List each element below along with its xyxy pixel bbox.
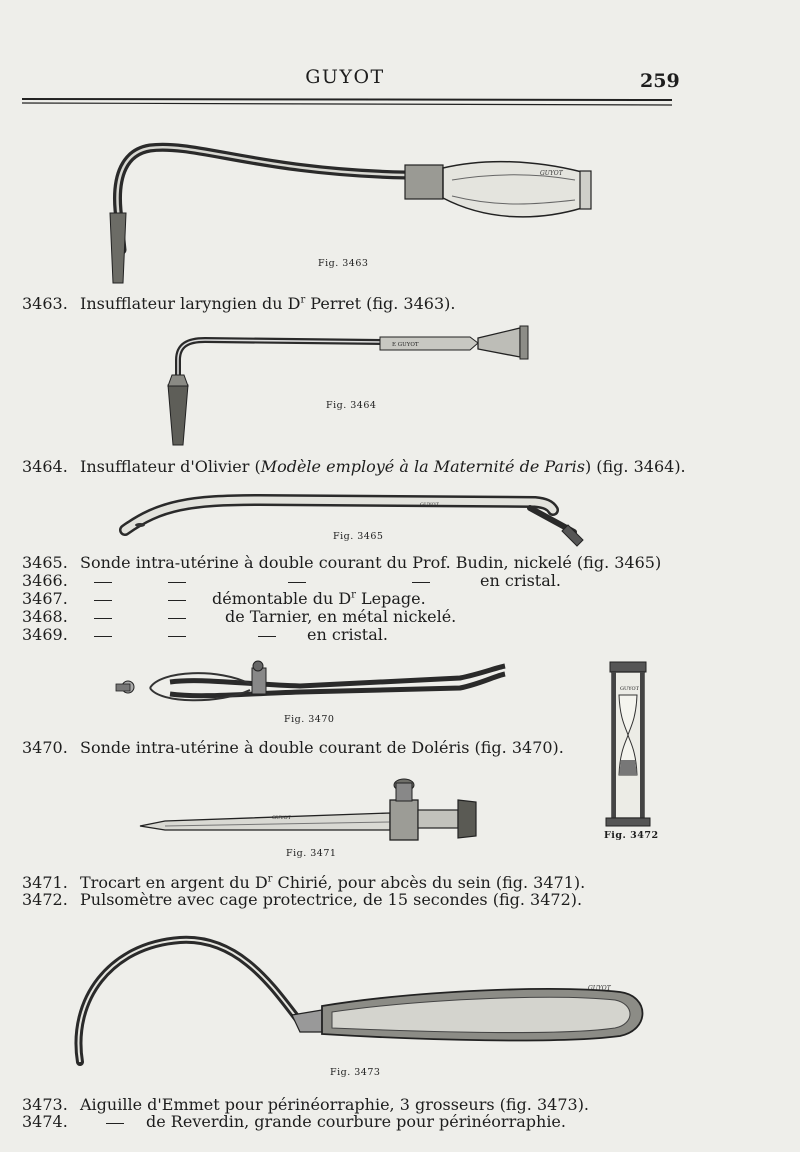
figure-3463-maker-mark: GUYOT	[540, 170, 563, 177]
entry-number: 3469.	[22, 625, 68, 644]
entry-italic: Modèle employé à la Maternité de Paris	[260, 457, 585, 476]
figure-3465-caption: Fig. 3465	[333, 531, 384, 542]
figure-3463-caption: Fig. 3463	[318, 258, 369, 269]
figure-3471-maker-mark: GUYOT	[272, 815, 291, 821]
entry-number: 3474.	[22, 1112, 68, 1131]
entry-number: 3465.	[22, 553, 68, 572]
entry-number: 3468.	[22, 607, 68, 626]
entry-3474	[22, 1112, 566, 1131]
entry-text: en cristal.	[307, 625, 388, 644]
entry-text: de Tarnier, en métal nickelé.	[225, 607, 457, 626]
entry-text: Sonde intra-utérine à double courant du Prof. Budin, nickelé (fig. 3465)	[80, 553, 662, 572]
figure-3470-caption: Fig. 3470	[284, 714, 335, 725]
figure-3471-caption: Fig. 3471	[286, 848, 337, 859]
entry-text: Aiguille d'Emmet pour périnéorraphie, 3 grosseurs (fig. 3473).	[80, 1095, 590, 1114]
figure-3472-caption: Fig. 3472	[604, 830, 659, 841]
entry-superscript: r	[267, 873, 273, 885]
entry-text: de Reverdin, grande courbure pour périnéorraphie.	[146, 1112, 566, 1131]
entry-number: 3470.	[22, 738, 68, 757]
entry-number: 3466.	[22, 571, 68, 590]
entry-text: Pulsomètre avec cage protectrice, de 15 secondes (fig. 3472).	[80, 890, 583, 909]
figure-3473-maker-mark: GUYOT	[588, 985, 611, 992]
figure-3465-maker-mark: GUYOT	[420, 502, 439, 508]
ditto-dash	[106, 1123, 124, 1124]
entry-text-cont: Perret (fig. 3463).	[305, 294, 456, 313]
entry-number: 3471.	[22, 873, 68, 892]
entry-text: Insufflateur d'Olivier (	[80, 457, 261, 476]
figure-3473-caption: Fig. 3473	[330, 1067, 381, 1078]
figure-3464-maker-mark: E GUYOT	[392, 342, 419, 348]
entry-number: 3467.	[22, 589, 68, 608]
entry-number: 3463.	[22, 294, 68, 313]
entry-number: 3464.	[22, 457, 68, 476]
figure-3472-maker-mark: GUYOT	[620, 686, 639, 692]
entry-text-cont: ) (fig. 3464).	[584, 457, 686, 476]
entry-text-cont: Chirié, pour abcès du sein (fig. 3471).	[272, 873, 586, 892]
entry-text: en cristal.	[480, 571, 561, 590]
entry-text: Sonde intra-utérine à double courant de Doléris (fig. 3470).	[80, 738, 564, 757]
running-head: GUYOT	[305, 66, 385, 88]
entry-text: Trocart en argent du D	[80, 873, 268, 892]
entry-number: 3473.	[22, 1095, 68, 1114]
entry-superscript: r	[300, 294, 306, 306]
figure-3464-caption: Fig. 3464	[326, 400, 377, 411]
entry-number: 3472.	[22, 890, 68, 909]
entry-text: démontable du $D^r$ Lepage.	[212, 589, 426, 608]
entry-text: Insufflateur laryngien du D	[80, 294, 301, 313]
page-number: 259	[640, 70, 680, 92]
